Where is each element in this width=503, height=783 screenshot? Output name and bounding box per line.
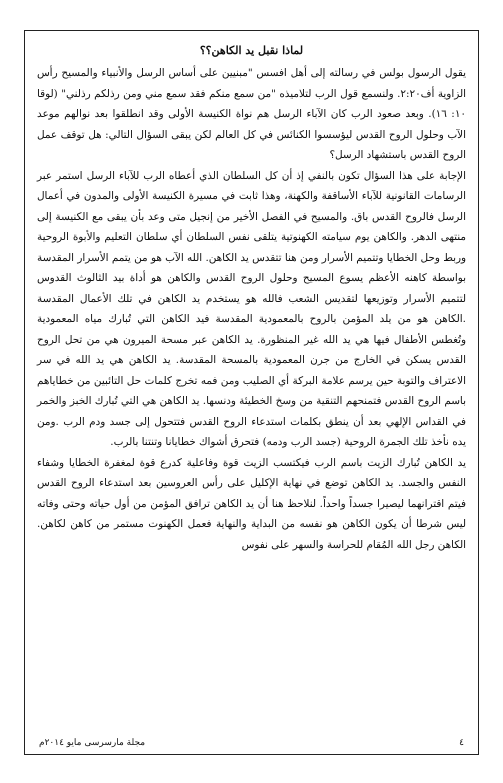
page-footer [25,738,478,748]
document-body [25,31,478,555]
page-number: ٤ [459,738,464,748]
document-title: لماذا نقبل يد الكاهن؟؟ [199,44,304,57]
page-frame [24,30,479,755]
paragraph-3: يد الكاهن تُبارك الزيت باسم الرب فيكتسب الزيت قوة وفاعلية كدرع قوة لمغفرة الخطايا وشفاء النفس والجسد. يد الكاهن توضع في نهاية الإكليل على رأس العروسين بعد استدعاء الروح القدس فيتم اقترانهما ليصيرا جسداً واحداً. لنلاحظ هنا أن يد الكاهن ترافق المؤمن من أول حياته وحتى وفاته ليس شرطا أن يكون الكاهن هو نفسه من البداية والنهاية فعمل الكهنوت مستمر من كاهن لكاهن. الكاهن رجل الله المُقام للحراسة والسهر على نفوس [37,456,466,551]
journal-name: مجلة مارسرسى مايو ٢٠١٤م [39,738,146,748]
paragraph-2: الإجابة على هذا السؤال تكون بالنفي إذ أن كل السلطان الذي أعطاه الرب للآباء الرسل استمر عبر الرسامات القانونية للآباء الأساقفة والكهنة، وهذا ثابت في مسيرة الكنيسة الأولى والمدون في أعمال الرسل فالروح القدس باق. والمسيح في الفصل الأخير من إنجيل متى وعد بأن يبقى مع الكنيسة إلى منتهى الدهر. والكاهن يوم سيامته الكهنوتية يتلقى نفس السلطان أي سلطان التعليم والأبوة الروحية وربط وحل الخطايا وتتميم الأسرار ومن هنا تتقدس يد الكاهن. الله الآب هو من يتمم الأسرار المقدسة بواسطة كاهنه الأعظم يسوع المسيح وحلول الروح القدس والكاهن هو أداة بيد الثالوث القدوس لتتميم الأسرار وتوزيعها لتقديس الشعب فالله هو يستخدم يد الكاهن في تلك الأعمال المقدسة .الكاهن هو من يلد المؤمن بالروح بالمعمودية المقدسة فيد الكاهن التي تُبارك مياه المعمودية وتُغطس الأطفال فيها هي يد الله غير المنظورة. يد الكاهن عبر مسحة الميرون هي من تحل الروح القدس يسكن في الخارج من جرن المعمودية بالمسحة المقدسة. يد الكاهن هي يد الله في سر الاعتراف والتوبة حين يرسم علامة البركة أي الصليب ومن فمه تخرج كلمات حل التائبين من خطاياهم باسم الروح القدس فتمنحهم التنقية من وسخ الخطيئة ودنسها. يد الكاهن هي التي تُبارك الخبز والخمر في القداس الإلهي بعد أن ينطق بكلمات استدعاء الروح القدس فتتحول إلى جسد ودم الرب .ومن يده نأخذ تلك الجمرة الروحية (جسد الرب ودمه) فتحرق أشواك خطايانا وتنتنا بالرب. [37,169,466,448]
paragraph-1: يقول الرسول بولس في رسالته إلى أهل افسس "مبنيين على أساس الرسل والأنبياء والمسيح رأس الزاوية أف٢:٢٠. ولنسمع قول الرب لتلاميذه "من سمع منكم فقد سمع مني ومن رذلكم رذلني" (لوقا ١٠: ١٦). وبعد صعود الرب كان الآباء الرسل هم نواة الكنيسة الأولى وقد انطلقوا بعد نوالهم موعد الآب وحلول الروح القدس ليؤسسوا الكنائس في كل العالم لكن يبقى السؤال التالي: هل توقف عمل الروح القدس باستشهاد الرسل؟ [37,67,466,161]
